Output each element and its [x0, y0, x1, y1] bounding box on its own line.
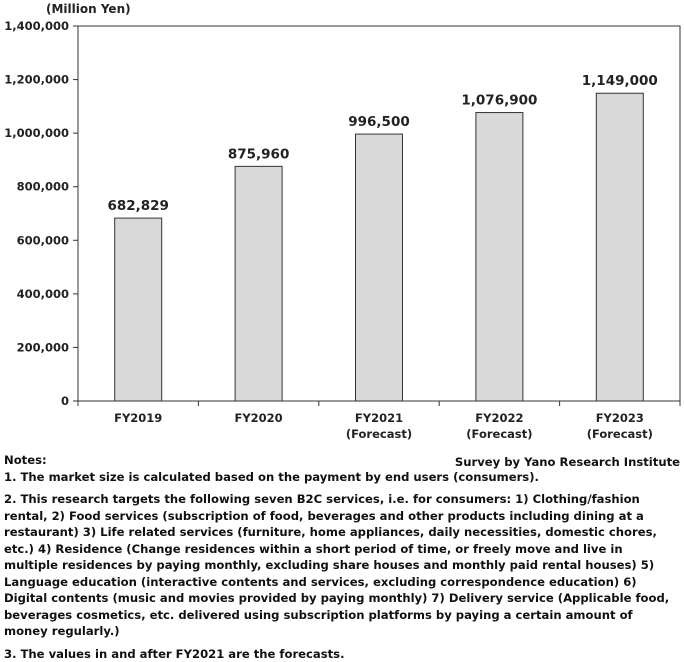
- x-tick-label: FY2020: [234, 411, 282, 425]
- bar: [235, 166, 282, 401]
- y-axis-unit-label: (Million Yen): [46, 2, 131, 16]
- note-item: 3. The values in and after FY2021 are the forecasts.: [4, 646, 680, 662]
- y-tick-label: 1,000,000: [4, 126, 69, 140]
- y-tick-label: 0: [61, 394, 69, 408]
- y-tick-label: 200,000: [17, 340, 69, 354]
- bar-value-label: 1,149,000: [582, 73, 658, 89]
- y-tick-label: 600,000: [17, 233, 69, 247]
- x-tick-label: (Forecast): [346, 427, 412, 441]
- x-tick-label: FY2022: [475, 411, 523, 425]
- x-tick-label: FY2021: [355, 411, 403, 425]
- x-tick-label: FY2023: [596, 411, 644, 425]
- bar: [356, 134, 403, 401]
- bar: [596, 93, 643, 401]
- bar: [476, 113, 523, 401]
- y-tick-label: 1,400,000: [4, 19, 69, 33]
- y-tick-label: 1,200,000: [4, 73, 69, 87]
- bar-value-label: 682,829: [107, 198, 169, 214]
- y-axis: [4, 19, 78, 408]
- x-tick-label: (Forecast): [466, 427, 532, 441]
- x-tick-label: FY2019: [114, 411, 162, 425]
- source-credit: Survey by Yano Research Institute: [455, 454, 680, 471]
- y-tick-label: 400,000: [17, 287, 69, 301]
- bar-value-label: 996,500: [348, 114, 410, 130]
- y-tick-label: 800,000: [17, 180, 69, 194]
- bar: [115, 218, 162, 401]
- x-axis: [78, 401, 680, 441]
- notes-title: Notes:: [4, 452, 47, 469]
- notes-section: [4, 452, 680, 662]
- x-tick-label: (Forecast): [587, 427, 653, 441]
- note-item: 1. The market size is calculated based on the payment by end users (consumers).: [4, 469, 680, 486]
- bar-value-label: 1,076,900: [461, 93, 537, 109]
- bar-value-label: 875,960: [228, 146, 290, 162]
- note-item: 2. This research targets the following seven B2C services, i.e. for consumers: 1) Clothing/fashion rental, 2) Food services (subscription of food, beverages and other products including dining at a restaurant) 3) Life related services (furniture, home appliances, daily necessities, domestic chores, etc.) 4) Residence (Change residences within a short period of time, or freely move and live in multiple residences by paying monthly, excluding share houses and monthly paid rental houses) 5) Language education (interactive contents and services, excluding correspondence education) 6) Digital contents (music and movies provided by paying monthly) 7) Delivery service (Applicable food, beverages cosmetics, etc. delivered using subscription platforms by paying a certain amount of money regularly.): [4, 491, 680, 640]
